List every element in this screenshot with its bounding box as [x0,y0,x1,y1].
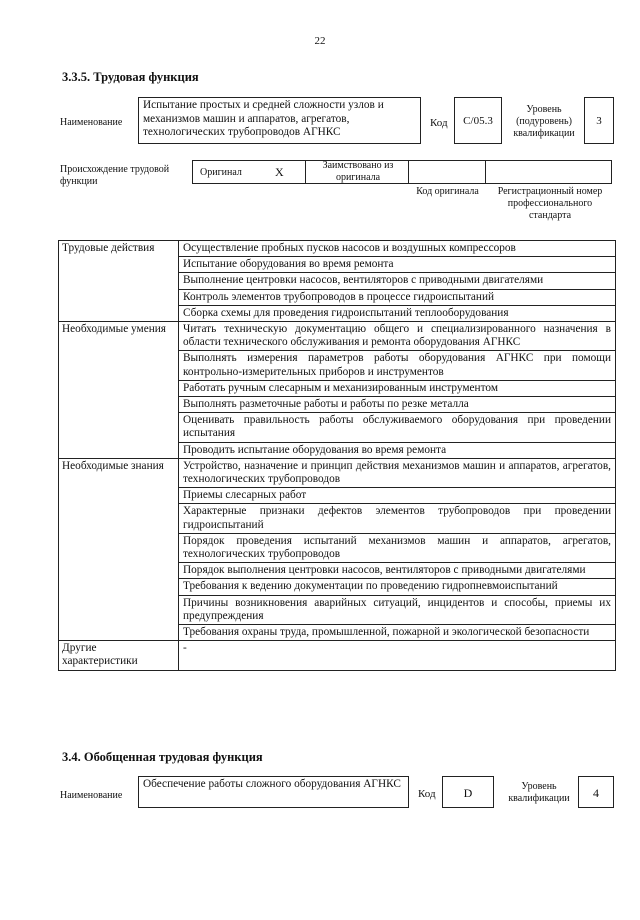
table-cell: Порядок проведения испытаний механизмов машин и аппаратов, агрегатов, технологических трубопроводов [179,533,616,562]
code-label: Код [418,788,436,800]
table-cell: Причины возникновения аварийных ситуаций, инцидентов и способы, приемы их предупреждения [179,595,616,624]
function-name-box: Обеспечение работы сложного оборудования АГНКС [138,776,409,808]
code-label: Код [430,117,448,129]
section-title: 3.4. Обобщенная трудовая функция [62,750,263,764]
row-label: Другие характеристики [59,641,179,670]
code-box: D [442,776,494,808]
divider [408,160,409,184]
table-cell: Характерные признаки дефектов элементов трубопроводов при проведении гидроиспытаний [179,504,616,533]
origin-label: Происхождение трудовой функции [60,164,170,187]
table-row [59,641,616,670]
table-cell: Осуществление пробных пусков насосов и воздушных компрессоров [179,241,616,257]
row-label: Необходимые умения [59,322,179,459]
table-cell: Требования к ведению документации по проведению гидропневмоиспытаний [179,579,616,595]
original-label: Оригинал [200,167,242,178]
row-label: Необходимые знания [59,458,179,640]
original-mark: X [275,165,284,179]
function-table [58,240,616,671]
level-box: 4 [578,776,614,808]
table-row [59,241,616,257]
table-row [59,322,616,351]
name-label: Наименование [60,790,123,801]
table-cell: Выполнять разметочные работы и работы по резке металла [179,397,616,413]
level-label: Уровень квалификации [508,781,570,804]
row-label: Трудовые действия [59,241,179,322]
table-cell: Оценивать правильность работы обслуживаемого оборудования при проведении испытания [179,413,616,442]
divider [485,160,486,184]
table-cell: Испытание оборудования во время ремонта [179,257,616,273]
level-label: Уровень (подуровень) квалификации [513,104,575,139]
table-cell: Сборка схемы для проведения гидроиспытаний теплооборудования [179,305,616,321]
table-cell: Выполнять измерения параметров работы оборудования АГНКС при помощи контрольно-измерительных приборов и инструментов [179,351,616,380]
table-cell: Устройство, назначение и принцип действия механизмов машин и аппаратов, агрегатов, технологических трубопроводов [179,458,616,487]
table-cell: Работать ручным слесарным и механизированным инструментом [179,380,616,396]
table-cell: Требования охраны труда, промышленной, пожарной и экологической безопасности [179,625,616,641]
divider [305,160,306,184]
table-cell: Контроль элементов трубопроводов в процессе гидроиспытаний [179,289,616,305]
borrowed-label: Заимствовано из оригинала [322,160,394,183]
table-cell: Приемы слесарных работ [179,488,616,504]
table-cell: Проводить испытание оборудования во время ремонта [179,442,616,458]
reg-caption: Регистрационный номер профессионального стандарта [497,186,603,221]
name-label: Наименование [60,117,123,128]
table-cell: Выполнение центровки насосов, вентиляторов с приводными двигателями [179,273,616,289]
table-cell: Читать техническую документацию общего и специализированного назначения в области технического обслуживания и ремонта оборудования АГНКС [179,322,616,351]
section-title: 3.3.5. Трудовая функция [62,70,199,84]
code-caption: Код оригинала [416,186,479,197]
function-name-box: Испытание простых и средней сложности узлов и механизмов машин и аппаратов, агрегатов, технологических трубопроводов АГНКС [138,97,421,144]
table-cell: - [179,641,616,670]
table-row [59,458,616,487]
table-cell: Порядок выполнения центровки насосов, вентиляторов с приводными двигателями [179,563,616,579]
code-box: С/05.3 [454,97,502,144]
page-number: 22 [314,35,326,47]
level-box: 3 [584,97,614,144]
